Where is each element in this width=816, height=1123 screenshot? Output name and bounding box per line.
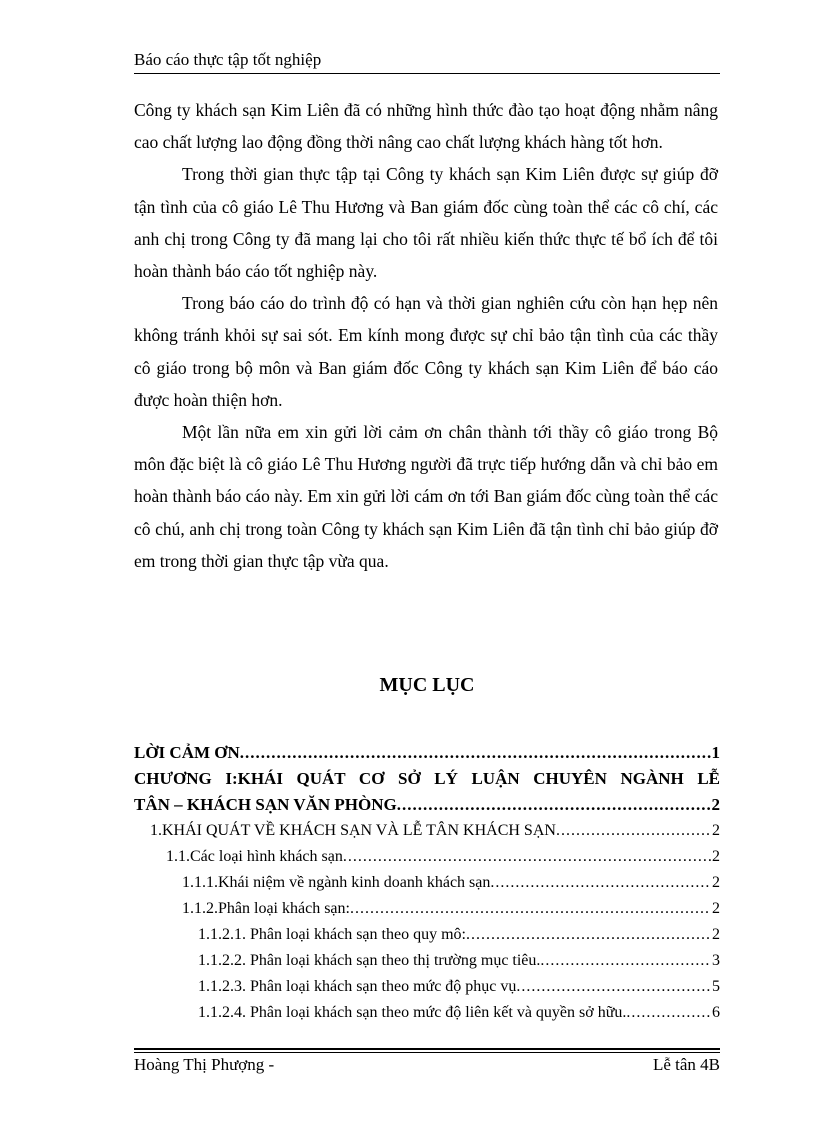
paragraph-2: Trong thời gian thực tập tại Công ty khách sạn Kim Liên được sự giúp đỡ tận tình của cô giáo Lê Thu Hương và Ban giám đốc cùng toàn thể các cô chí, các anh chị trong Công ty đã mang lại cho tôi rất nhiều kiến thức thực tế bổ ích để tôi hoàn thành báo cáo tốt nghiệp này. [134,164,718,282]
paragraph-1: Công ty khách sạn Kim Liên đã có những hình thức đào tạo hoạt động nhằm nâng cao chất lượng lao động đồng thời nâng cao chất lượng khách hàng tốt hơn. [134,100,718,153]
toc-entry-label: 1.1.2.2. Phân loại khách sạn theo thị trường mục tiêu. [198,952,541,969]
toc-entry-label: TÂN – KHÁCH SẠN VĂN PHÒNG [134,795,397,814]
toc-leader [540,948,711,974]
toc-entry-page: 2 [712,900,720,917]
toc-entry-page: 2 [712,848,720,865]
toc-entry-section-1-1-2[interactable] [134,896,720,922]
toc-entry-chapter-1-cont[interactable] [134,792,720,818]
toc-leader [556,818,711,844]
toc-leader [466,922,711,948]
footer-rule-thick [134,1048,720,1050]
toc-entry-section-1[interactable] [134,818,720,844]
toc-title: MỤC LỤC [379,674,475,696]
toc-entry-page: 5 [712,978,720,995]
toc-entry-acknowledgement[interactable] [134,740,720,766]
toc-entry-section-1-1-2-1[interactable] [134,922,720,948]
toc-leader [350,896,711,922]
acknowledgement-body [134,94,718,577]
toc-entry-label: LỜI CẢM ƠN [134,743,240,762]
toc-entry-section-1-1-2-4[interactable] [134,1000,720,1026]
toc-leader [516,974,711,1000]
toc-entry-page: 1 [711,743,720,762]
paragraph-4: Một lần nữa em xin gửi lời cảm ơn chân thành tới thầy cô giáo trong Bộ môn đặc biệt là cô giáo Lê Thu Hương người đã trực tiếp hướng dẫn và chỉ bảo em hoàn thành báo cáo này. Em xin gửi lời cám ơn tới Ban giám đốc cùng toàn thể các cô chú, anh chị trong toàn Công ty khách sạn Kim Liên đã tận tình chỉ bảo giúp đỡ em trong thời gian thực tập vừa qua. [134,422,718,571]
toc-leader [490,870,711,896]
toc-entry-label: 1.1.2.3. Phân loại khách sạn theo mức độ phục vụ [198,978,517,995]
footer-class: Lễ tân 4B [652,1055,720,1074]
toc-entry-label: 1.1.Các loại hình khách sạn [166,848,343,865]
toc-entry-section-1-1-2-2[interactable] [134,948,720,974]
toc-entry-page: 3 [712,952,720,969]
toc-entry-label: 1.1.2.Phân loại khách sạn: [182,900,350,917]
toc-entry-page: 2 [712,926,720,943]
toc-entry-label: 1.1.2.1. Phân loại khách sạn theo quy mô: [198,926,466,943]
toc-leader [343,844,711,870]
paragraph-3: Trong báo cáo do trình độ có hạn và thời gian nghiên cứu còn hạn hẹp nên không tránh khỏi sự sai sót. Em kính mong được sự chỉ bảo tận tình của các thầy cô giáo trong bộ môn và Ban giám đốc Công ty khách sạn Kim Liên để báo cáo được hoàn thiện hơn. [134,293,718,410]
footer-rule-thin [134,1052,720,1053]
toc-entry-label: 1.1.1.Khái niệm về ngành kinh doanh khách sạn [182,874,491,891]
table-of-contents [134,740,720,1026]
toc-entry-label: CHƯƠNG I:KHÁI QUÁT CƠ SỞ LÝ LUẬN CHUYÊN NGÀNH LỄ [134,769,720,788]
toc-entry-chapter-1[interactable] [134,766,720,792]
toc-entry-page: 6 [712,1004,720,1021]
toc-entry-section-1-1-2-3[interactable] [134,974,720,1000]
toc-leader [240,740,711,766]
toc-entry-page: 2 [712,822,720,839]
toc-entry-section-1-1[interactable] [134,844,720,870]
toc-entry-section-1-1-1[interactable] [134,870,720,896]
toc-entry-page: 2 [712,874,720,891]
toc-leader [626,1000,711,1026]
footer-author: Hoàng Thị Phượng - [134,1055,275,1074]
toc-entry-page: 2 [711,795,720,814]
header-title: Báo cáo thực tập tốt nghiệp [134,50,322,69]
page-footer [134,1055,720,1075]
toc-entry-label: 1.1.2.4. Phân loại khách sạn theo mức độ liên kết và quyền sở hữu. [198,1004,627,1021]
toc-entry-label: 1.KHÁI QUÁT VỀ KHÁCH SẠN VÀ LỄ TÂN KHÁCH SẠN [150,822,556,839]
page-header [134,50,720,74]
toc-leader [397,792,711,818]
